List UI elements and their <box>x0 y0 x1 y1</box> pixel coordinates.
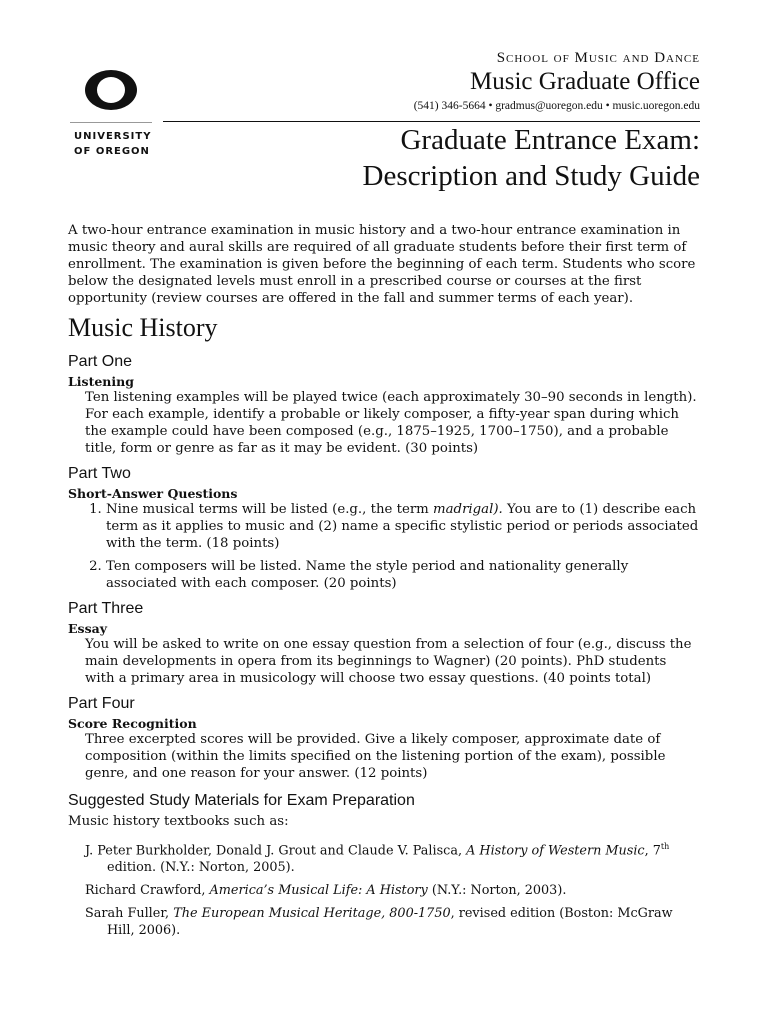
item-text: You are to (1) describe each term as it applies to music and (2) name a specific stylistic period or periods associated with the term. (18 points) <box>106 502 699 551</box>
intro-paragraph: A two-hour entrance examination in music history and a two-hour entrance examination in music theory and aural skills are required of all graduate students before their first term of enrollment. The examination is given before the beginning of each term. Students who score below the designated levels must enroll in a prescribed course or courses at the first opportunity (review courses are offered in the fall and summer terms of each year). <box>68 223 696 306</box>
contact-info: (541) 346-5664 • gradmus@uoregon.edu • music.uoregon.edu <box>413 100 700 112</box>
citation-text: edition. (N.Y.: Norton, 2005). <box>107 860 295 876</box>
title-line-2: Description and Study Guide <box>362 160 700 192</box>
part-one-subheading: Listening <box>68 374 134 389</box>
study-materials-heading: Suggested Study Materials for Exam Preparation <box>68 792 415 809</box>
part-four-heading: Part Four <box>68 695 135 712</box>
university-logo <box>70 68 152 159</box>
section-title: Music History <box>68 313 218 342</box>
citation-text: , revised edition (Boston: McGraw Hill, 2006). <box>107 906 673 939</box>
citation-title: America’s Musical Life: A History <box>209 883 428 899</box>
part-three-text: You will be asked to write on one essay question from a selection of four (e.g., discuss the main developments in opera from its beginnings to Wagner) (20 points). PhD students with a primary area in musicology will choose two essay questions. (40 points total) <box>85 637 692 686</box>
logo-line-2: OF OREGON <box>74 146 150 157</box>
citation-text: , 7 <box>644 843 661 859</box>
item-text: Nine musical terms will be listed (e.g., the term <box>106 502 434 517</box>
list-item <box>106 501 700 552</box>
part-two-subheading: Short-Answer Questions <box>68 486 238 501</box>
document-title <box>363 122 700 194</box>
citation-title: The European Musical Heritage, 800-1750 <box>173 906 451 922</box>
part-three-subheading: Essay <box>68 621 107 636</box>
citation-text: (N.Y.: Norton, 2003). <box>427 883 567 899</box>
citation-3 <box>85 905 700 939</box>
document-body <box>68 222 700 945</box>
office-name: Music Graduate Office <box>469 68 700 95</box>
part-one-heading: Part One <box>68 353 133 370</box>
citation-text: Richard Crawford, <box>85 883 210 899</box>
logo-line-1: UNIVERSITY <box>74 131 152 142</box>
part-three-heading: Part Three <box>68 600 144 617</box>
oregon-o-logo-icon <box>83 68 139 112</box>
study-lead: Music history textbooks such as: <box>68 814 289 829</box>
item-emphasis: madrigal). <box>433 502 503 517</box>
logo-divider <box>70 122 152 123</box>
citation-text: J. Peter Burkholder, Donald J. Grout and Claude V. Palisca, <box>85 843 467 859</box>
part-two-heading: Part Two <box>68 465 131 482</box>
citation-2 <box>85 882 700 899</box>
citation-1 <box>85 838 700 876</box>
part-one-text: Ten listening examples will be played twice (each approximately 30–90 seconds in length). For each example, identify a probable or likely composer, a fifty-year span during which the example could have been composed (e.g., 1875–1925, 1700–1750), and a probable title, form or genre as far as it may be evident. (30 points) <box>85 390 697 456</box>
citation-superscript: th <box>660 842 670 851</box>
citation-text: Sarah Fuller, <box>85 906 174 922</box>
short-answer-list <box>68 501 700 592</box>
list-item: 2. Ten composers will be listed. Name the style period and nationality generally associated with each composer. (20 points) <box>106 558 700 592</box>
part-four-text: Three excerpted scores will be provided. Give a likely composer, approximate date of composition (within the limits specified on the listening portion of the exam), possible genre, and one reason for your answer. (12 points) <box>85 732 666 781</box>
citation-title: A History of Western Music <box>466 843 645 859</box>
school-name: School of Music and Dance <box>496 50 700 66</box>
title-line-1: Graduate Entrance Exam: <box>400 124 700 156</box>
part-four-subheading: Score Recognition <box>68 716 197 731</box>
logo-text <box>70 129 152 159</box>
